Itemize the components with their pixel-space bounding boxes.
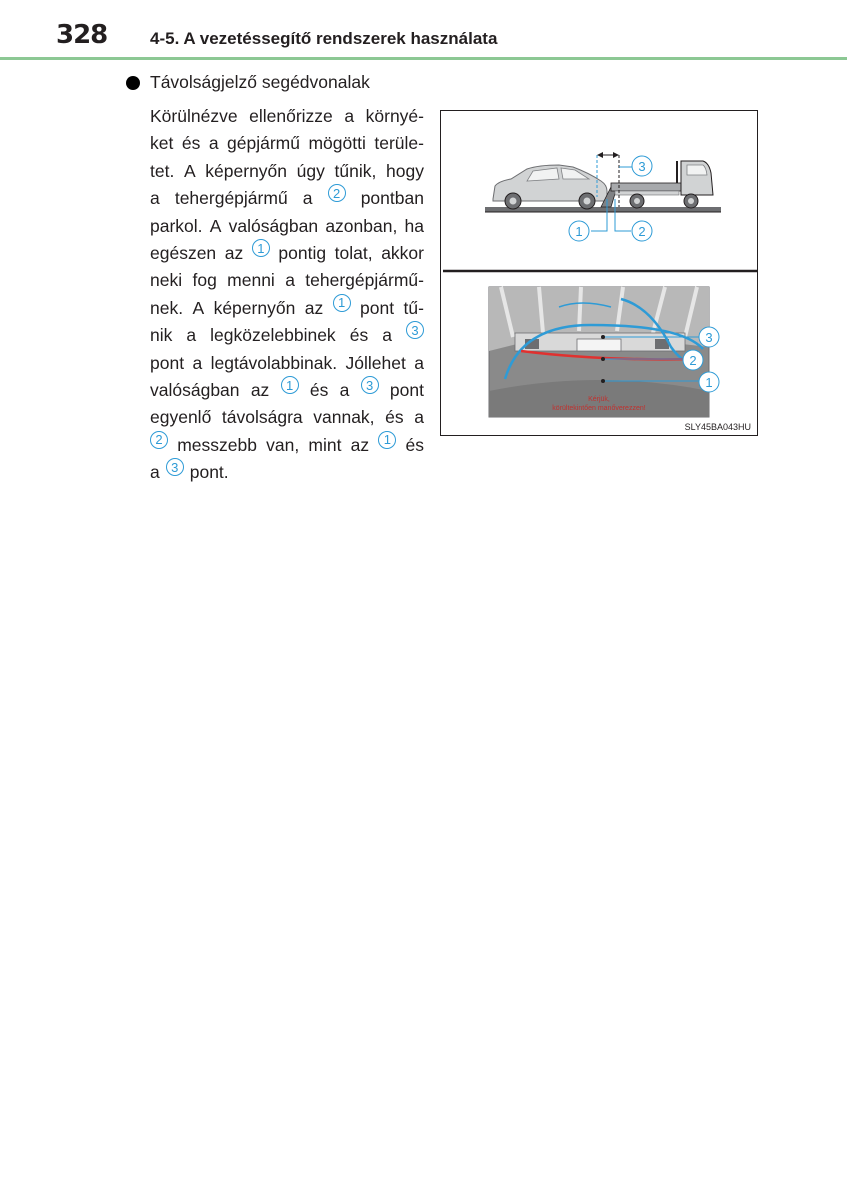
word: terüle- [374,133,424,154]
word: nek. [150,297,184,318]
text-line [150,240,424,267]
word: és [349,325,369,346]
text-line [150,432,424,459]
text-line [150,377,424,404]
word: A [192,297,205,318]
side-view-scene [485,152,721,241]
word: környé- [365,106,424,126]
circled-number-3: 3 [166,458,184,476]
word: gépjármű [227,133,300,154]
word: az [304,297,324,318]
word: Körülnézve [150,106,238,126]
word: tűnik, [334,160,377,181]
word: Jóllehet [345,352,406,373]
word: a [414,407,424,428]
body-paragraph [150,103,424,487]
callout-3-label: 3 [638,159,646,174]
word: és [385,407,404,428]
word: pont [389,380,424,401]
screen-callout-3-label: 3 [705,330,713,345]
text-line [150,185,424,212]
word: a [192,352,203,373]
circled-number-3: 3 [361,376,379,394]
word: és [405,434,424,455]
word: tet. [150,160,175,181]
word: ket [150,133,174,154]
circled-number-1: 1 [252,239,270,257]
bullet-item [126,72,370,93]
word: képernyőn [213,297,296,318]
word: tű- [403,297,424,318]
word: képernyőn [205,160,288,181]
text-line [150,267,424,294]
truck-icon [611,161,713,208]
circled-number-1: 1 [333,294,351,312]
word: parkol. [150,215,203,236]
text-line [150,103,424,130]
word: tehergépjármű [174,188,288,209]
word: ellenőrizze [249,106,333,126]
camera-screen [489,287,719,417]
word: mögötti [308,133,366,154]
word: van, [266,434,300,455]
circled-number-2: 2 [328,184,346,202]
word: A [209,215,222,236]
word: úgy [296,160,325,181]
word: menni [227,270,275,291]
text-line [150,213,424,240]
circled-number-1: 1 [378,431,396,449]
word: a [150,188,160,209]
screen-callout-2-label: 2 [689,353,697,368]
text-line [150,404,424,431]
word: a [302,188,313,209]
text-line [150,459,424,486]
word: azonban, [325,215,398,236]
callout-2-label: 2 [638,224,646,239]
text-line [150,322,424,349]
word: egészen [150,243,217,264]
circled-number-2: 2 [150,431,168,449]
car-icon [493,165,607,209]
word: az [224,243,244,264]
word: tehergépjármű- [305,270,424,291]
word: pontban [360,188,424,209]
word: a [150,462,160,483]
word: akkor [381,243,424,264]
word: egyenlő [150,407,212,428]
figure-code: SLY45BA043HU [684,422,751,432]
text-line [150,295,424,322]
word: mint [308,434,342,455]
word: a [186,325,197,346]
header-divider [0,57,847,60]
word: legközelebbinek [210,325,336,346]
illustration-figure [440,110,758,436]
word: hogy [386,160,424,181]
word: A [183,160,196,181]
bullet-icon [126,76,140,90]
word: távolságra [221,407,303,428]
word: nik [150,325,173,346]
word: messzebb [177,434,257,455]
word: tolat, [334,243,373,264]
text-line [150,350,424,377]
bullet-heading: Távolságjelző segédvonalak [150,72,370,92]
word: vannak, [313,407,375,428]
word: valóságban [228,215,319,236]
word: a [382,325,392,346]
screen-callout-1-label: 1 [705,375,713,390]
text-line [150,158,424,185]
word: pont [150,352,185,373]
word: az [250,380,270,401]
word: a [414,352,424,373]
section-title: 4-5. A vezetéssegítő rendszerek használata [150,29,498,48]
ground [485,207,721,212]
word: fog [192,270,217,291]
screen-warning-line-1: Kérjük, [588,396,610,403]
page-number: 328 [56,20,108,50]
distance-guide-illustration [441,111,759,437]
word: és [181,133,201,154]
circled-number-3: 3 [406,321,424,339]
circled-number-1: 1 [281,376,299,394]
word: pontig [278,243,327,264]
word: ha [404,215,424,236]
word: a [208,133,219,154]
word: pont [360,297,395,318]
screen-warning-line-2: körültekintően manőverezzen! [552,405,646,412]
word: az [350,434,370,455]
word: legtávolabbinak. [210,352,338,373]
word: neki [150,270,183,291]
word: a [285,270,295,291]
word: pont. [189,462,229,483]
word: és [309,380,329,401]
word: a [339,380,350,401]
word: valóságban [150,380,240,401]
text-line [150,130,424,157]
word: a [344,106,355,126]
callout-1-label: 1 [575,224,583,239]
